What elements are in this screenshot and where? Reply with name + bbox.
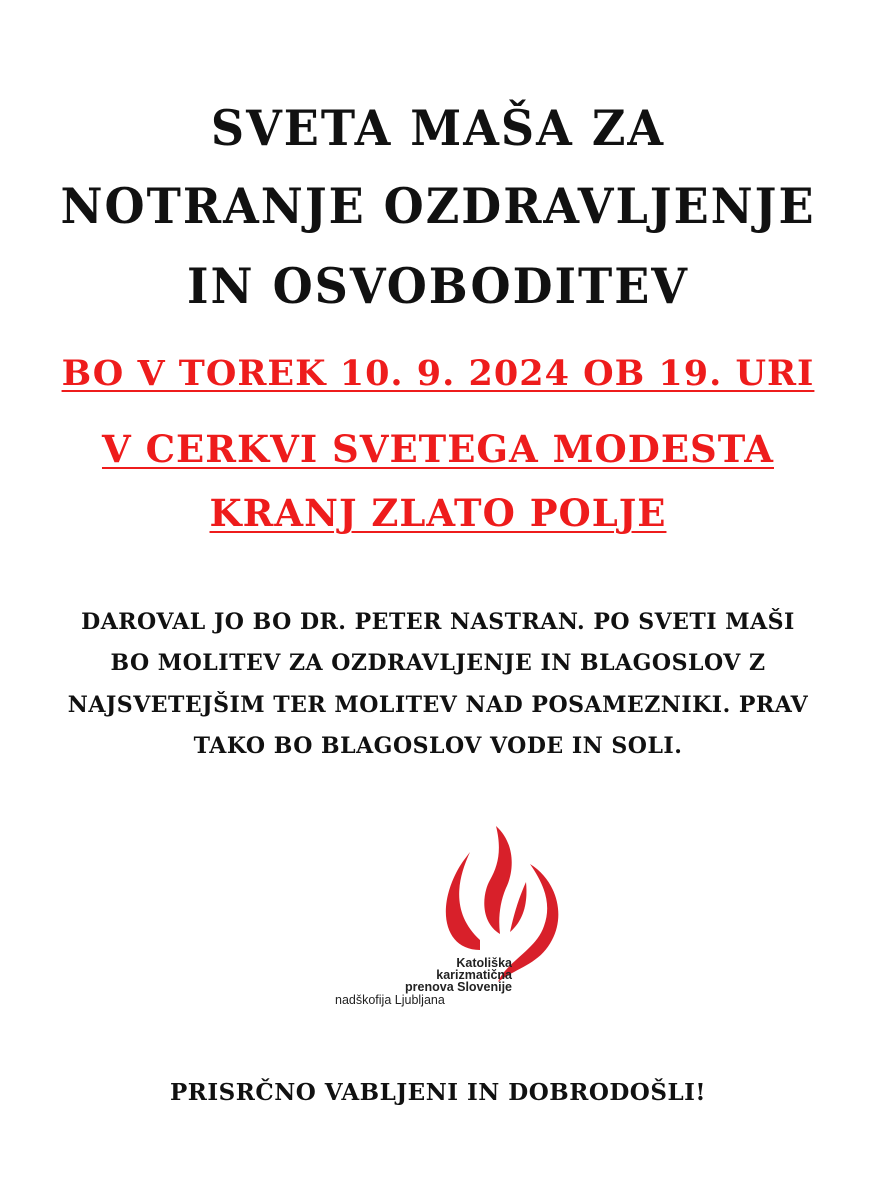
event-date: BO V TOREK 10. 9. 2024 OB 19. URI bbox=[61, 353, 815, 394]
title-line-3: IN OSVOBODITEV bbox=[186, 257, 689, 315]
logo-text-line-3: prenova Slovenije bbox=[405, 980, 512, 994]
description-line-3: NAJSVETEJŠIM TER MOLITEV NAD POSAMEZNIKI. PRAV bbox=[67, 692, 809, 718]
title-line-1: SVETA MAŠA ZA bbox=[210, 99, 666, 157]
kkps-logo bbox=[330, 822, 560, 1012]
logo-text-line-1: Katoliška bbox=[456, 956, 512, 970]
description-line-4: TAKO BO BLAGOSLOV VODE IN SOLI. bbox=[193, 733, 683, 759]
logo-text-line-2: karizmatična bbox=[436, 968, 512, 982]
event-location-line-2: KRANJ ZLATO POLJE bbox=[209, 491, 667, 535]
closing-greeting: PRISRČNO VABLJENI IN DOBRODOŠLI! bbox=[170, 1079, 706, 1106]
description-line-1: DAROVAL JO BO DR. PETER NASTRAN. PO SVETI MAŠI bbox=[81, 609, 795, 635]
title-line-2: NOTRANJE OZDRAVLJENJE bbox=[60, 177, 816, 235]
event-location-line-1: V CERKVI SVETEGA MODESTA bbox=[101, 427, 774, 471]
description-line-2: BO MOLITEV ZA OZDRAVLJENJE IN BLAGOSLOV Z bbox=[110, 650, 766, 676]
logo-text-line-4: nadškofija Ljubljana bbox=[335, 993, 445, 1007]
